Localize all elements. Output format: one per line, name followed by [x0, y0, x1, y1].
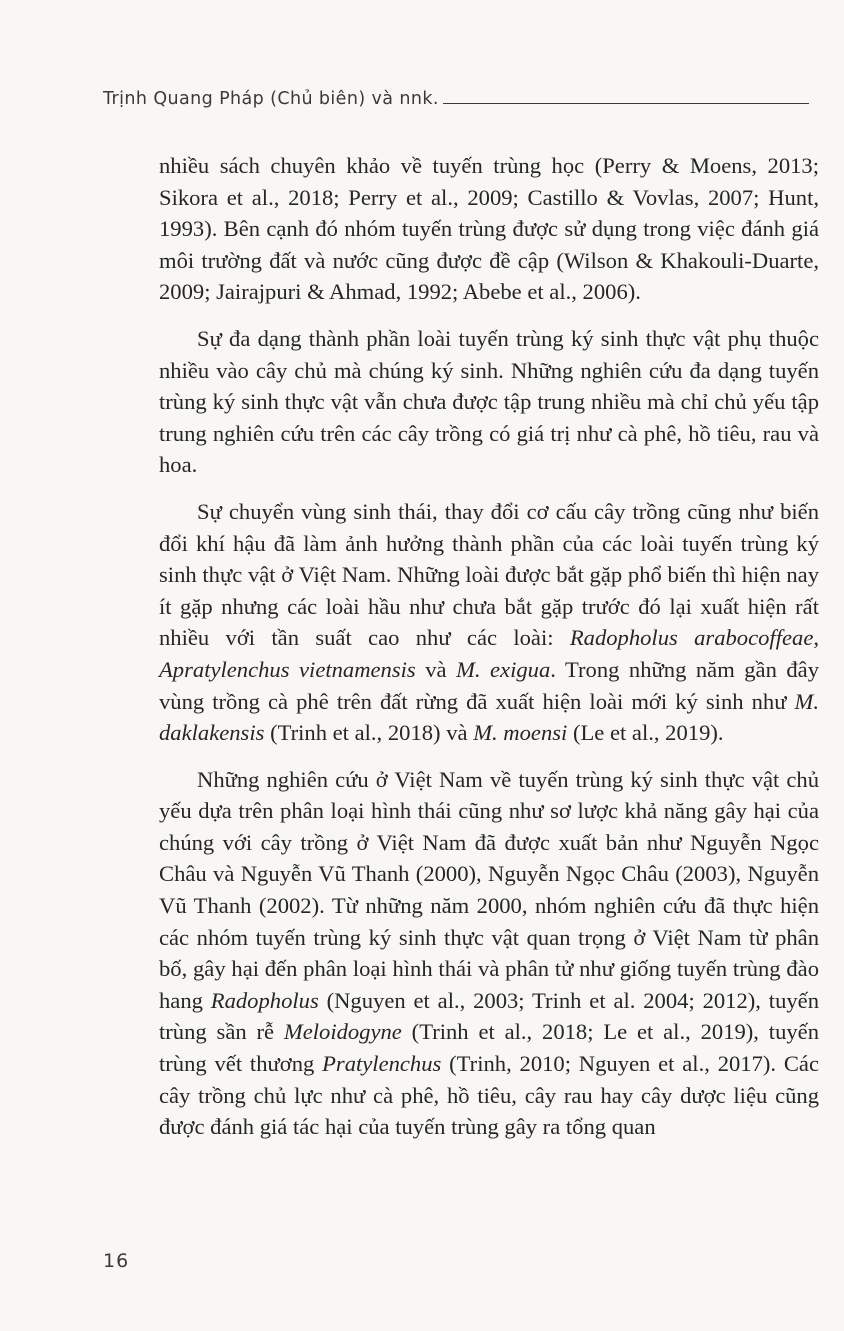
- species-name: Meloidogyne: [283, 1019, 402, 1045]
- running-title: Trịnh Quang Pháp (Chủ biên) và nnk.: [103, 88, 439, 109]
- paragraph: [159, 764, 819, 1143]
- text-run: Sự chuyển vùng sinh thái, thay đổi cơ cấu cây trồng cũng như biến đổi khí hậu đã làm ảnh hưởng thành phần của các loài tuyến trùng ký sinh thực vật ở Việt Nam. Những loài được bắt gặp phổ biến thì hiện nay ít gặp nhưng các loài hầu như chưa bắt gặp trước đó lại xuất hiện rất nhiều với tần suất cao như các loài:: [159, 498, 819, 651]
- species-name: Pratylenchus: [322, 1051, 442, 1077]
- species-name: M. exigua: [456, 656, 551, 682]
- page-number: 16: [103, 1250, 130, 1272]
- running-header: [103, 80, 809, 110]
- species-name: M. daklakensis: [159, 688, 819, 746]
- paragraph: [159, 150, 819, 308]
- text-run: Những nghiên cứu ở Việt Nam về tuyến trùng ký sinh thực vật chủ yếu dựa trên phân loại hình thái cũng như sơ lược khả năng gây hại của chúng với cây trồng ở Việt Nam đã được xuất bản như Nguyễn Ngọc Châu và Nguyễn Vũ Thanh (2000), Nguyễn Ngọc Châu (2003), Nguyễn Vũ Thanh (2002). Từ những năm 2000, nhóm nghiên cứu đã thực hiện các nhóm tuyến trùng ký sinh thực vật quan trọng ở Việt Nam từ phân bố, gây hại đến phân loại hình thái và phân tử như giống tuyến trùng đào hang: [159, 766, 819, 1013]
- text-run: và: [415, 656, 457, 682]
- text-run: Sự đa dạng thành phần loài tuyến trùng ký sinh thực vật phụ thuộc nhiều vào cây chủ mà chúng ký sinh. Những nghiên cứu đa dạng tuyến trùng ký sinh thực vật vẫn chưa được tập trung nhiều mà chỉ chủ yếu tập trung nghiên cứu trên các cây trồng có giá trị như cà phê, hồ tiêu, rau và hoa.: [159, 325, 819, 478]
- paragraph: [159, 496, 819, 749]
- text-run: (Trinh et al., 2018; Le et al., 2019), tuyến trùng vết thương: [159, 1019, 819, 1077]
- species-name: Radopholus: [210, 987, 319, 1013]
- body-text: [159, 150, 819, 1143]
- text-run: (Nguyen et al., 2003; Trinh et al. 2004; 2012), tuyến trùng sần rễ: [159, 987, 819, 1045]
- text-run: ,: [813, 625, 819, 651]
- header-rule: [443, 103, 809, 104]
- species-name: M. moensi: [473, 720, 568, 746]
- text-run: (Le et al., 2019).: [567, 720, 724, 746]
- text-run: nhiều sách chuyên khảo về tuyến trùng học (Perry & Moens, 2013; Sikora et al., 2018; Perry et al., 2009; Castillo & Vovlas, 2007; Hunt, 1993). Bên cạnh đó nhóm tuyến trùng được sử dụng trong việc đánh giá môi trường đất và nước cũng được đề cập (Wilson & Khakouli-Duarte, 2009; Jairajpuri & Ahmad, 1992; Abebe et al., 2006).: [159, 153, 819, 305]
- text-run: (Trinh, 2010; Nguyen et al., 2017). Các cây trồng chủ lực như cà phê, hồ tiêu, cây rau hay cây dược liệu cũng được đánh giá tác hại của tuyến trùng gây ra tổng quan: [159, 1051, 819, 1140]
- paragraph: [159, 323, 819, 481]
- species-name: Apratylenchus vietnamensis: [159, 656, 416, 682]
- text-run: (Trinh et al., 2018) và: [264, 720, 474, 746]
- text-run: . Trong những năm gần đây vùng trồng cà phê trên đất rừng đã xuất hiện loài mới ký sinh như: [159, 656, 820, 714]
- species-name: Radopholus arabocoffeae: [569, 625, 814, 651]
